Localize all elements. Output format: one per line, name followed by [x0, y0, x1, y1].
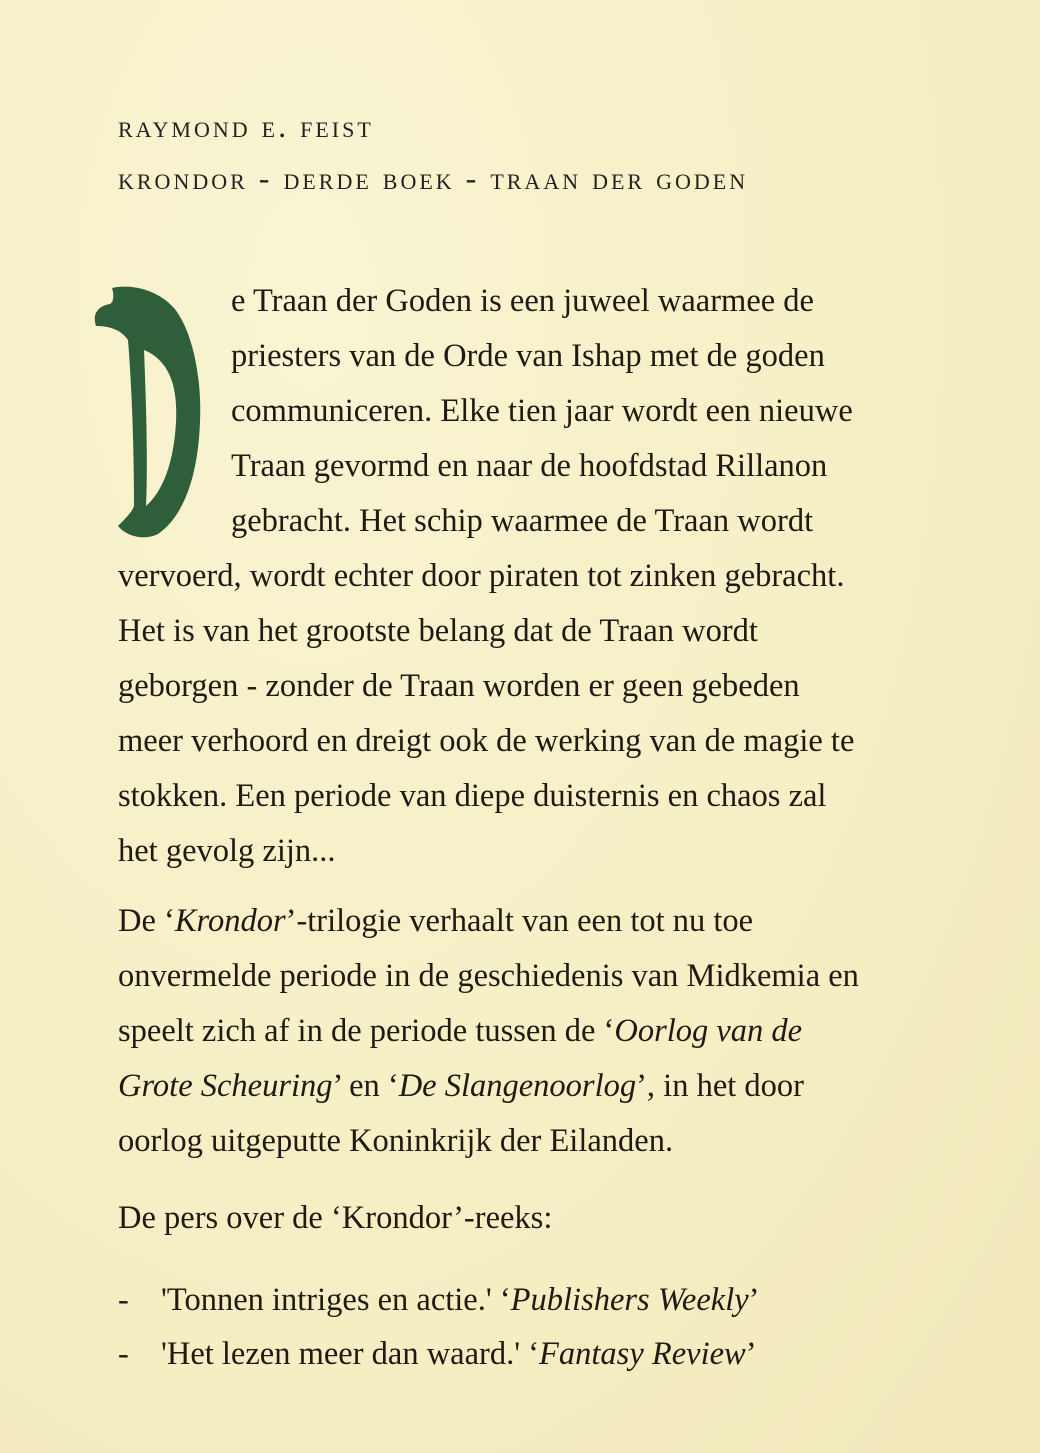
paragraph-1-line: het gevolg zijn...: [118, 833, 336, 869]
quote-source: Fantasy Review: [539, 1336, 746, 1372]
paragraph-1-line: meer verhoord en dreigt ook de werking van de magie te: [118, 723, 855, 759]
paragraph-2-line: [118, 903, 753, 940]
paragraph-2-line: onvermelde periode in de geschiedenis van Midkemia en: [118, 958, 859, 994]
quote-source: Publishers Weekly: [510, 1282, 749, 1318]
book-title: krondor - derde boek - traan der goden: [118, 160, 749, 196]
paragraph-1-line: vervoerd, wordt echter door piraten tot zinken gebracht.: [118, 558, 845, 594]
italic-title: Grote Scheuring: [118, 1068, 333, 1104]
paragraph-1-line: Traan gevormd en naar de hoofdstad Rillanon: [231, 448, 828, 484]
paragraph-1-line: communiceren. Elke tien jaar wordt een nieuwe: [231, 393, 853, 429]
bullet-dash: -: [118, 1282, 129, 1318]
press-heading: De pers over de ‘Krondor’-reeks:: [118, 1200, 553, 1236]
paragraph-1-line: priesters van de Orde van Ishap met de goden: [231, 338, 825, 374]
paragraph-1-line: stokken. Een periode van diepe duisternis en chaos zal: [118, 778, 827, 814]
paragraph-2-line: [118, 1068, 804, 1105]
text-run: speelt zich af in de periode tussen de ‘: [118, 1013, 615, 1049]
italic-title: De Slangenoorlog: [398, 1068, 637, 1104]
text-run: De ‘: [118, 903, 175, 939]
italic-title: Oorlog van de: [614, 1013, 803, 1049]
press-quote-text: [161, 1336, 757, 1373]
quote-text: 'Tonnen intriges en actie.' ‘: [161, 1282, 511, 1318]
paragraph-1-line: e Traan der Goden is een juweel waarmee de: [231, 283, 814, 319]
text-run: ’: [745, 1336, 757, 1372]
paragraph-2-line: oorlog uitgeputte Koninkrijk der Eilanden.: [118, 1123, 674, 1159]
text-run: ’: [748, 1282, 760, 1318]
quote-text: 'Het lezen meer dan waard.' ‘: [161, 1336, 540, 1372]
paragraph-1-line: gebracht. Het schip waarmee de Traan wordt: [231, 503, 814, 539]
bullet-dash: -: [118, 1336, 129, 1372]
text-run: ’ en ‘: [332, 1068, 399, 1104]
paragraph-1-line: Het is van het grootste belang dat de Traan wordt: [118, 613, 758, 649]
dropcap-d: [88, 280, 203, 542]
paragraph-1-line: geborgen - zonder de Traan worden er geen gebeden: [118, 668, 800, 704]
text-run: ’, in het door: [636, 1068, 804, 1104]
italic-title: Krondor: [174, 903, 286, 939]
dropcap-d-shape: [95, 287, 200, 538]
paragraph-2-line: [118, 1013, 802, 1050]
press-quote-text: [161, 1282, 759, 1319]
author-name: raymond e. feist: [118, 108, 374, 144]
text-run: ’-trilogie verhaalt van een tot nu toe: [285, 903, 754, 939]
